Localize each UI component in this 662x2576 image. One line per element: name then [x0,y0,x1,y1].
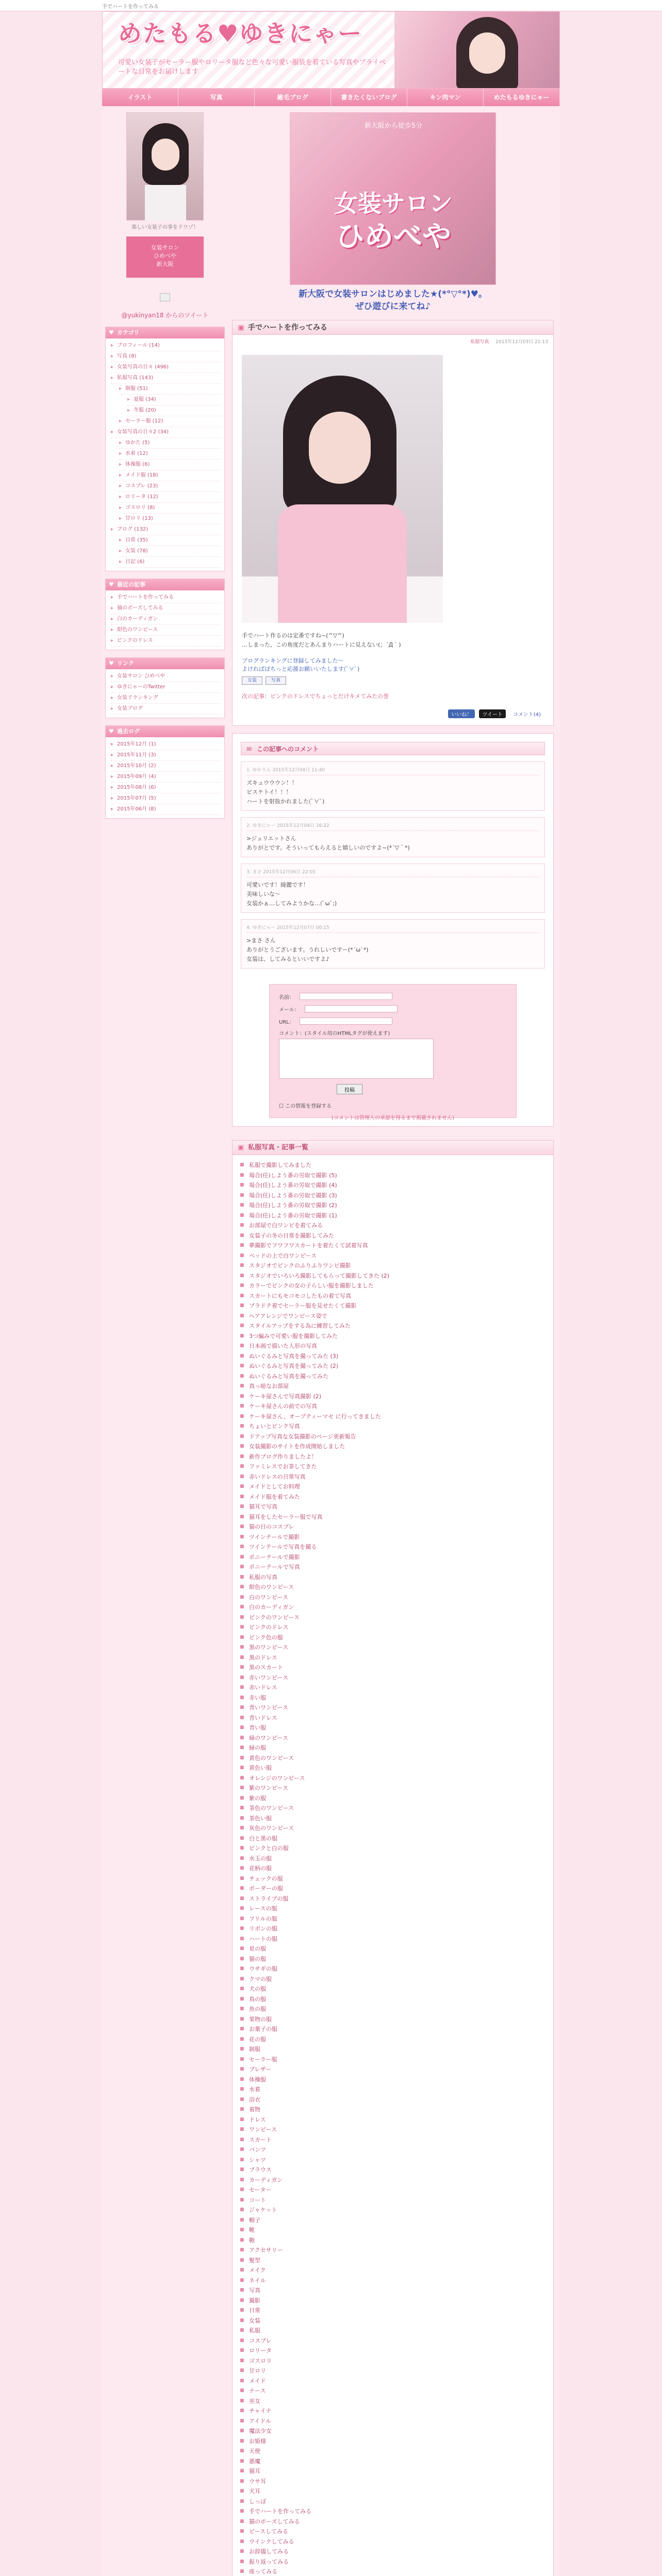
profile-face [152,139,179,171]
banner-title-2: ひめべや [336,219,451,253]
article-link[interactable]: ■ スタジオでピンクのふりふりワンピ撮影 [240,1261,546,1271]
sidebar-link[interactable]: ▸ 2015年11月 (3) [111,750,221,761]
article-link[interactable]: ■ ジャケット [240,2205,546,2215]
article-link[interactable]: ■ セーター [240,2185,546,2195]
article-link[interactable]: ■ ワンピース [240,2125,546,2135]
comments-section [232,733,554,1127]
article-link[interactable]: ■ ブラウス [240,2165,546,2175]
article-link[interactable]: ■ 黄色い服 [240,1763,546,1773]
article-link[interactable]: ■ 浴衣 [240,2095,546,2105]
article-link[interactable]: ■ 夢撮影でフワフワスカートを着たくて試着写真 [240,1241,546,1251]
site-logo[interactable]: めたもる♥ゆきにゃー [118,20,363,47]
banner-sub: 新大阪から徒歩5分 [364,122,423,130]
article-link[interactable]: ■ コート [240,2195,546,2206]
sidebar-box-list [106,590,224,650]
remember-label: この情報を登録する [285,1104,332,1109]
article-link[interactable]: ■ スカートにもモコモコしたもの着て写真 [240,1291,546,1301]
article-link[interactable]: ■ 猫の服 [240,1954,546,1964]
article-link[interactable]: ■ アクセサリー [240,2245,546,2256]
sidebar-link[interactable]: ▸ 制服 (51) [119,384,221,395]
sidebar-link[interactable]: ▸ ゴスロリ (8) [119,503,221,514]
name-row [279,992,507,1001]
salon-top-banner[interactable] [290,112,496,285]
article-link[interactable]: ■ 写真 [240,2285,546,2296]
article-link[interactable]: ■ 茶色のワンピース [240,1803,546,1814]
profile-body [145,185,186,221]
article-link[interactable]: ■ 水着 [240,2084,546,2095]
article-link[interactable]: ■ 青い服 [240,1723,546,1733]
article-link[interactable]: ■ 花柄の服 [240,1863,546,1874]
article-link[interactable]: ■ 赤いドレス [240,1683,546,1693]
sidebar-link[interactable]: ▸ 猫のポーズしてみる [111,603,221,614]
article-link[interactable]: ■ 魔法少女 [240,2426,546,2436]
moderation-note: (コメントは管理人の承認を得るまで掲載されません) [332,1115,454,1121]
share-button-1[interactable]: ツイート [479,709,506,718]
article-link[interactable]: ■ リボンの服 [240,1924,546,1934]
comment-header: 3. まさ 2015年12月06日 22:05 [246,868,539,877]
article-link[interactable]: ■ 青いワンピース [240,1703,546,1713]
nav-item-5[interactable]: めたもるゆきにゃー [484,89,560,106]
photo-face [309,412,371,484]
next-entry-link[interactable]: 次の記事：ピンクのドレスでちょっとだけキメてみたの巻 [242,693,389,700]
ranking-button[interactable]: 写真 [266,676,286,685]
comment [241,817,545,857]
article-link[interactable]: ■ ファミレスでお茶してきた [240,1462,546,1472]
article-link[interactable]: ■ 場合(任)しよう番の労取で撮影 (5) [240,1171,546,1181]
browser-title: 手でハートを作ってみる [102,4,159,10]
article-link[interactable]: ■ メイク [240,2265,546,2276]
article-link[interactable]: ■ しっぽ [240,2497,546,2507]
article-link[interactable]: ■ ケーキ屋さん、オープティーマセ に行ってきました [240,1412,546,1422]
article-link[interactable]: ■ 猫のポーズしてみる [240,2517,546,2527]
article-link[interactable]: ■ 黒のスカート [240,1663,546,1673]
article-link[interactable]: ■ 緑の服 [240,1743,546,1753]
article-link[interactable]: ■ 座ってみる [240,2567,546,2576]
article-link[interactable]: ■ 犬耳 [240,2486,546,2497]
article-link[interactable]: ■ 紺色のワンピース [240,1582,546,1592]
sidebar-link[interactable]: ▸ 2015年10月 (2) [111,761,221,772]
comment-textarea[interactable] [279,1039,434,1079]
url-row [279,1016,507,1026]
sidebar-link[interactable]: ▸ 日記 (6) [119,557,221,568]
article-link[interactable]: ■ 星の服 [240,1944,546,1954]
article-link[interactable]: ■ フリルの服 [240,1914,546,1924]
nav-item-4[interactable]: キン肉マン [407,89,484,106]
remember-checkbox-row[interactable]: ☐ この情報を登録する [279,1104,332,1109]
article-link[interactable]: ■ ゴスロリ [240,2356,546,2366]
article-link[interactable]: ■ ナース [240,2386,546,2396]
article-link[interactable]: ■ ツインテールで撮影 [240,1532,546,1543]
url-input[interactable] [300,1018,392,1025]
comment-body: ズキュウウウン！！ ビスケトイ！！！ ハートを射抜かれました(ﾟ∀ﾟ) [246,779,325,805]
article-link[interactable]: ■ 魚の服 [240,2004,546,2014]
banner-title-1: 女装サロン [334,190,453,217]
article-link[interactable]: ■ スタイルアップをする為に練習してみた [240,1321,546,1331]
article-link[interactable]: ■ 悪魔 [240,2456,546,2467]
article-link[interactable]: ■ オレンジのワンピース [240,1773,546,1784]
article-link[interactable]: ■ 場合(任)しよう番の労取で撮影 (3) [240,1191,546,1201]
article-link[interactable]: ■ 靴 [240,2225,546,2235]
name-input[interactable] [300,993,392,1000]
article-link[interactable]: ■ ロリータ [240,2346,546,2356]
sidebar-box-title: ♥ 最近の記事 [106,579,224,590]
article-link[interactable]: ■ 髪型 [240,2256,546,2266]
sidebar-link[interactable]: ▸ 女装子ランキング [111,693,221,704]
sidebar-link[interactable]: ▸ 冬服 (20) [127,405,221,416]
url-label: URL： [279,1019,294,1025]
article-link[interactable]: ■ 私服 [240,2326,546,2336]
article-link[interactable]: ■ 果物の服 [240,2014,546,2025]
site-header [102,11,560,89]
article-link[interactable]: ■ 猫耳をしたセーラー服で写真 [240,1512,546,1522]
article-link[interactable]: ■ ピンクのドレス [240,1622,546,1633]
header-photo-face [469,32,505,74]
article-link[interactable]: ■ ブレザー [240,2064,546,2075]
sidebar-link[interactable]: ▸ 女装写真の日々2 (34) [111,427,221,438]
browser-title-strip [0,0,662,11]
article-link[interactable]: ■ 猫耳 [240,2466,546,2477]
article-link[interactable]: ■ 女装子の冬の日常を撮影してみた [240,1231,546,1241]
entry-meta [233,335,553,348]
mail-row [279,1004,507,1013]
comments-heading: ✉ この記事へのコメント [241,742,545,755]
article-link[interactable]: ■ 場合(任)しよう番の労取で撮影 (1) [240,1211,546,1221]
article-link[interactable]: ■ メイドとしてお料理 [240,1482,546,1492]
article-link[interactable]: ■ ドアップ写真な女装撮影のページ更新報告 [240,1432,546,1442]
sidebar-link[interactable]: ▸ ゆかた (5) [119,438,221,449]
article-link[interactable]: ■ ツインテールで写真を撮る [240,1542,546,1552]
article-link[interactable]: ■ ケーキ屋さんで写真撮影 (2) [240,1392,546,1402]
sidebar-link[interactable]: ▸ 女装サロン ひめべや [111,671,221,682]
sidebar-link[interactable]: ▸ 2015年07月 (5) [111,793,221,804]
comment [241,919,545,969]
sidebar-link[interactable]: ▸ 白のカーディガン [111,614,221,625]
article-link[interactable]: ■ ぬいぐるみと写真を撮ってみた (3) [240,1351,546,1362]
article-link[interactable]: ■ 猫耳で写真 [240,1502,546,1512]
article-link[interactable]: ■ クマの服 [240,1974,546,1985]
article-link[interactable]: ■ 白と黒の服 [240,1834,546,1844]
entry-title[interactable]: ▣ 手でハートを作ってみる [233,320,553,335]
article-link[interactable]: ■ ぬいぐるみと写真を撮ってみた [240,1371,546,1382]
broken-image-icon [160,293,170,301]
article-link[interactable]: ■ 赤いドレスの日常写真 [240,1472,546,1482]
article-link[interactable]: ■ スカート [240,2135,546,2145]
article-link[interactable]: ■ お姫様 [240,2436,546,2447]
article-link[interactable]: ■ ポニーテールで写真 [240,1562,546,1572]
comment-header: 4. ゆきにゃー 2015年12月07日 00:15 [246,924,539,933]
sidebar-link[interactable]: ▸ 甘ロリ (13) [119,514,221,524]
ranking-text[interactable]: ブログランキングに登録してみました～ よければぽちっと応援お願いいたします(ﾟ∀ﾟ) [242,657,360,672]
article-link[interactable]: ■ 制服 [240,2044,546,2055]
twitter-link[interactable]: @yukinyan18 からのツイート [121,312,209,319]
entry-category[interactable]: 私服写真 [470,340,489,345]
sidebar-link[interactable]: ▸ 体操服 (6) [119,460,221,470]
article-link[interactable]: ■ 私服で撮影してみました [240,1160,546,1171]
article-link[interactable]: ■ ネイル [240,2276,546,2286]
article-link[interactable]: ■ 黒のドレス [240,1653,546,1663]
article-link[interactable]: ■ パンツ [240,2145,546,2155]
article-link[interactable]: ■ アイドル [240,2416,546,2427]
blog-entry [232,320,554,726]
share-button-0[interactable]: いいね！ [448,709,475,718]
share-bar [233,700,553,725]
comment-label: コメント：(スタイル用のHTMLタグが使えます) [279,1031,390,1037]
sidebar-link[interactable]: ▸ ロリータ (12) [119,492,221,503]
article-link[interactable]: ■ カラーでピンクの女の子らしい服を撮影しました [240,1281,546,1291]
sidebar-link[interactable]: ▸ 写真 (8) [111,351,221,362]
article-link[interactable]: ■ スタジオでいろいろ撮影してもらって撮影してきた (2) [240,1271,546,1281]
main-column [232,112,554,2576]
article-link[interactable]: ■ ヘアアレンジでワンピース姿で [240,1311,546,1321]
sidebar-box-list [106,338,224,571]
sidebar-link[interactable]: ▸ メイド服 (18) [119,470,221,481]
article-link[interactable]: ■ ベッドの上で白ワンピース [240,1251,546,1261]
article-link[interactable]: ■ 場合(任)しよう番の労取で撮影 (4) [240,1180,546,1191]
article-link[interactable]: ■ 私服の写真 [240,1572,546,1583]
article-link[interactable]: ■ 日本画で描いた人形の写真 [240,1341,546,1351]
article-link[interactable]: ■ ポニーテールで撮影 [240,1552,546,1563]
comment [241,863,545,913]
article-link[interactable]: ■ 女装 [240,2316,546,2326]
comment-form [269,984,517,1121]
article-link[interactable]: ■ お辞儀してみる [240,2547,546,2557]
sidebar-link[interactable]: ▸ 日常 (35) [119,535,221,546]
article-link[interactable]: ■ 真っ暗なお部屋 [240,1381,546,1392]
article-link[interactable]: ■ 紫のワンピース [240,1783,546,1793]
category-list-box [232,1140,554,2576]
sidebar-link[interactable]: ▸ 2015年06月 (8) [111,804,221,815]
article-link[interactable]: ■ ぬいぐるみと写真を撮ってみた (2) [240,1361,546,1371]
site-description: 可愛い女装子がセーラー服やロリータ服など色々な可愛い服装を着ている写真やプライベートな日常をお届けします [118,59,386,76]
article-link[interactable]: ■ 新作ブログ作りましたよ！ [240,1452,546,1462]
article-link[interactable]: ■ 撮影 [240,2296,546,2306]
article-link[interactable]: ■ 鞄 [240,2235,546,2246]
nav-item-1[interactable]: 写真 [178,89,255,106]
sidebar-link[interactable]: ▸ ピンクのドレス [111,636,221,647]
sidebar-link[interactable]: ▸ ブログ (132) [111,524,221,535]
article-link[interactable]: ■ 日常 [240,2306,546,2316]
article-link[interactable]: ■ 黄色のワンピース [240,1753,546,1764]
article-link[interactable]: ■ お菓子の服 [240,2024,546,2035]
category-article-list [233,1155,553,2576]
article-link[interactable]: ■ ドレス [240,2115,546,2125]
header-photo [394,12,559,89]
article-link[interactable]: ■ ハートの服 [240,1934,546,1944]
article-link[interactable]: ■ 赤い服 [240,1693,546,1703]
article-link[interactable]: ■ ストライプの服 [240,1894,546,1904]
article-link[interactable]: ■ 青いドレス [240,1713,546,1723]
sidebar-box-2 [105,657,225,718]
submit-button[interactable]: 投稿 [337,1084,362,1094]
sidebar-box-title: ♥ カテゴリ [106,327,224,338]
salon-caption[interactable]: 新大阪で女装サロンはじめました★(*°▽°*)♥。 ぜひ遊びに来てね♪ [299,289,487,312]
article-link[interactable]: ■ 3つ編みで可愛い服を撮影してみた [240,1331,546,1342]
category-list-title: ▣ 私服写真・記事一覧 [233,1141,553,1155]
article-link[interactable]: ■ 茶色い服 [240,1814,546,1824]
article-link[interactable]: ■ 鳥の服 [240,1994,546,2005]
comment-header: 1. ゆかりん 2015年12月04日 11:40 [246,766,539,775]
article-link[interactable]: ■ ウサ耳 [240,2477,546,2487]
article-link[interactable]: ■ 甘ロリ [240,2366,546,2376]
article-link[interactable]: ■ 赤いワンピース [240,1673,546,1683]
article-link[interactable]: ■ セーラー服 [240,2055,546,2065]
name-label: 名前： [279,994,294,1001]
article-link[interactable]: ■ ケーキ屋さんの前での写真 [240,1401,546,1412]
article-link[interactable]: ■ 紫の服 [240,1793,546,1804]
article-link[interactable]: ■ 猫の日のコスプレ [240,1522,546,1532]
article-link[interactable]: ■ ピンクと白の服 [240,1843,546,1854]
article-link[interactable]: ■ 帽子 [240,2215,546,2226]
comment-body: 可愛いです！綺麗です！ 美味しいな～ 女装かぁ…してみようかな…(ﾟωﾟ;) [246,882,337,907]
article-link[interactable]: ■ 女装撮影のサイトを作成開始しました [240,1442,546,1452]
article-link[interactable]: ■ ブラドテ着でセーラー服を見せたくて撮影 [240,1301,546,1311]
sidebar-link[interactable]: ▸ 夏服 (34) [127,395,221,405]
article-link[interactable]: ■ ウサギの服 [240,1964,546,1974]
mail-label: メール： [279,1007,300,1013]
share-button-2[interactable]: コメント(4) [512,712,541,718]
sidebar-box-title: ♥ リンク [106,658,224,669]
article-link[interactable]: ■ ウインクしてみる [240,2537,546,2547]
article-link[interactable]: ■ 手でハートを作ってみる [240,2506,546,2517]
article-link[interactable]: ■ レースの服 [240,1904,546,1914]
ranking-button[interactable]: 女装 [242,676,262,685]
salon-banner[interactable]: 女装サロン ひめべや 新大阪 [126,236,204,278]
sidebar-box-0 [105,327,225,571]
sidebar-link[interactable]: ▸ 女装写真の日々 (496) [111,362,221,373]
sidebar-link[interactable]: ▸ 2015年09月 (4) [111,772,221,783]
article-link[interactable]: ■ 灰色のワンピース [240,1823,546,1834]
photo-dress [278,504,407,623]
article-link[interactable]: ■ 花の服 [240,2035,546,2045]
article-link[interactable]: ■ ピンクのワンピース [240,1613,546,1623]
entry-photo[interactable] [242,355,443,623]
article-link[interactable]: ■ 着物 [240,2105,546,2115]
profile-photo[interactable] [126,112,204,221]
comment-body: >まさ さん ありがとうございます。うれしいですー(*´ω`*) 女装は、してみるといいですよ♪ [246,937,369,962]
nav-item-3[interactable]: 書きたくないブログ [331,89,407,106]
sidebar-link[interactable]: ▸ ゆきにゃーのTwitter [111,682,221,693]
sidebar-box-1 [105,579,225,650]
article-link[interactable]: ■ カーディガン [240,2175,546,2185]
article-link[interactable]: ■ メイド服を着てみた [240,1492,546,1502]
sidebar-link[interactable]: ▸ 女装ブログ [111,704,221,715]
sidebar-box-list [106,669,224,718]
article-link[interactable]: ■ メイド [240,2376,546,2386]
article-link[interactable]: ■ 緑のワンピース [240,1733,546,1743]
sidebar-link[interactable]: ▸ 紺色のワンピース [111,625,221,636]
sidebar-box-title: ♥ 過去ログ [106,726,224,737]
sidebar [105,112,225,819]
article-link[interactable]: ■ 天使 [240,2446,546,2456]
global-nav [102,89,560,106]
article-link[interactable]: ■ 白のカーディガン [240,1602,546,1613]
nav-item-0[interactable]: イラスト [102,89,178,106]
sidebar-link[interactable]: ▸ 2015年08月 (6) [111,783,221,793]
sidebar-link[interactable]: ▸ コスプレ (23) [119,481,221,492]
article-link[interactable]: ■ チェックの服 [240,1874,546,1884]
article-link[interactable]: ■ 巫女 [240,2396,546,2406]
article-link[interactable]: ■ シャツ [240,2155,546,2165]
page [102,11,560,2576]
comment-body: >ジュリエットさん ありがとです。そういってもらえると嬉しいのですよ~(*´▽｀*) [246,835,410,851]
sidebar-link[interactable]: ▸ 水着 (12) [119,449,221,460]
article-link[interactable]: ■ ちょいとピンク写真 [240,1421,546,1432]
article-link[interactable]: ■ お部屋で白ワンピを着てみる [240,1221,546,1231]
profile-caption: 楽しい女装子の事をドウゾ！ [131,225,198,230]
nav-item-2[interactable]: 雑毛ブログ [255,89,331,106]
sidebar-link[interactable]: ▸ 2015年12月 (1) [111,739,221,750]
article-link[interactable]: ■ 場合(任)しよう番の労取で撮影 (2) [240,1200,546,1211]
sidebar-box-list [106,737,224,818]
article-link[interactable]: ■ ピンク色の服 [240,1633,546,1643]
sidebar-link[interactable]: ▸ 私服写真 (143) [111,373,221,384]
article-link[interactable]: ■ 水玉の服 [240,1854,546,1864]
article-link[interactable]: ■ ピースしてみる [240,2527,546,2537]
article-link[interactable]: ■ コスプレ [240,2336,546,2346]
sidebar-link[interactable]: ▸ プロフィール (14) [111,341,221,351]
article-link[interactable]: ■ ボーダーの服 [240,1884,546,1894]
comment [241,761,545,811]
comment-header: 2. ゆきにゃー 2015年12月04日 16:22 [246,822,539,831]
entry-date: 2015年12月03日 21:13 [495,340,548,345]
sidebar-link[interactable]: ▸ 女装 (78) [119,546,221,557]
article-link[interactable]: ■ 黒のワンピース [240,1642,546,1653]
entry-text: 手でハート作るのは定番ですね~(^▽^) …しまった、この角度だとあんまりハートに見えない(；´Д｀) [242,632,401,648]
article-link[interactable]: ■ チャイナ [240,2406,546,2416]
ranking-buttons [233,673,553,685]
article-link[interactable]: ■ 振り返ってみる [240,2557,546,2567]
article-link[interactable]: ■ 白のワンピース [240,1592,546,1603]
article-link[interactable]: ■ 犬の服 [240,1984,546,1994]
sidebar-link[interactable]: ▸ 手でハートを作ってみる [111,592,221,603]
mail-input[interactable] [305,1005,398,1012]
sidebar-link[interactable]: ▸ セーラー服 (12) [119,416,221,427]
article-link[interactable]: ■ 体操服 [240,2075,546,2085]
sidebar-box-3 [105,725,225,819]
